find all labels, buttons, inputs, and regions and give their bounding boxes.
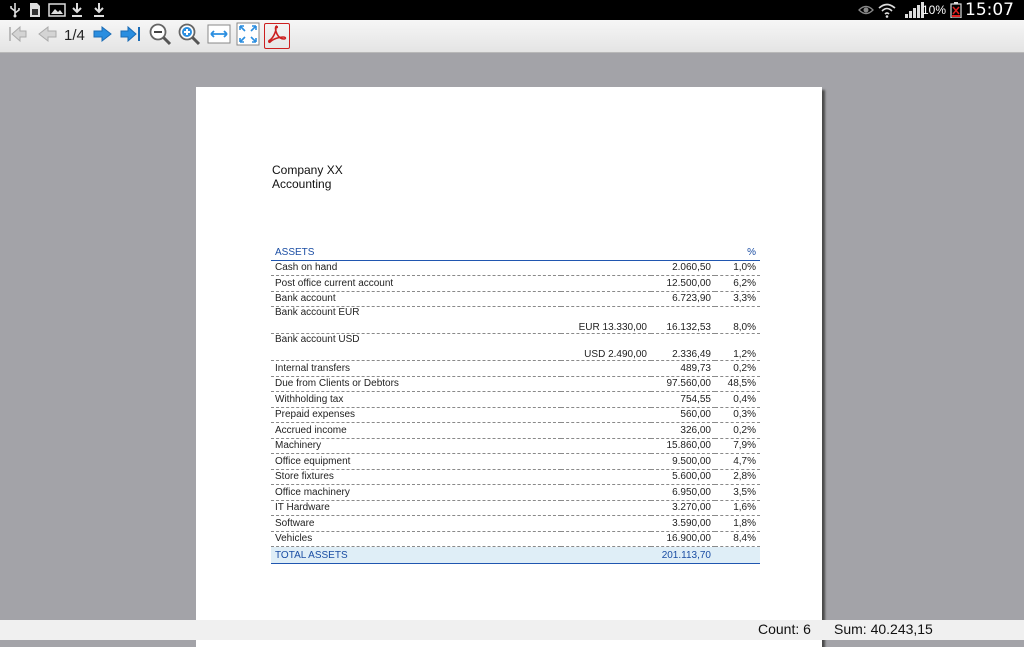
row-percent: 7,9% bbox=[715, 438, 760, 454]
row-currency-amount bbox=[561, 485, 651, 501]
table-row bbox=[271, 469, 760, 485]
export-pdf-button[interactable] bbox=[264, 23, 290, 49]
table-row bbox=[271, 531, 760, 547]
row-description: Office equipment bbox=[271, 454, 561, 470]
selection-sum: Sum: 40.243,15 bbox=[834, 621, 933, 637]
total-row bbox=[271, 547, 760, 564]
usb-icon bbox=[8, 2, 22, 18]
table-row bbox=[271, 334, 760, 361]
row-currency-amount bbox=[561, 376, 651, 392]
table-row bbox=[271, 485, 760, 501]
toolbar bbox=[0, 20, 1024, 53]
row-amount: 489,73 bbox=[651, 361, 715, 377]
table-row bbox=[271, 392, 760, 408]
row-percent: 0,2% bbox=[715, 423, 760, 439]
table-row bbox=[271, 291, 760, 307]
row-percent: 6,2% bbox=[715, 276, 760, 292]
row-percent: 1,0% bbox=[715, 260, 760, 276]
company-name: Company XX bbox=[272, 163, 343, 177]
row-description: Machinery bbox=[271, 438, 561, 454]
fit-page-button[interactable] bbox=[235, 23, 261, 49]
table-row bbox=[271, 361, 760, 377]
assets-table bbox=[271, 245, 760, 564]
last-page-icon bbox=[119, 24, 143, 49]
row-description: Accrued income bbox=[271, 423, 561, 439]
row-currency-amount bbox=[561, 438, 651, 454]
row-amount: 6.723,90 bbox=[651, 291, 715, 307]
row-amount: 5.600,00 bbox=[651, 469, 715, 485]
total-label: TOTAL ASSETS bbox=[271, 547, 561, 564]
pdf-icon bbox=[267, 24, 287, 49]
row-amount: 3.270,00 bbox=[651, 500, 715, 516]
sim-card-icon bbox=[28, 2, 42, 18]
total-percent bbox=[715, 547, 760, 564]
zoom-out-icon bbox=[148, 22, 172, 51]
row-currency-amount bbox=[561, 516, 651, 532]
table-row bbox=[271, 407, 760, 423]
status-bar bbox=[0, 0, 1024, 20]
row-description: Cash on hand bbox=[271, 260, 561, 276]
row-description: Software bbox=[271, 516, 561, 532]
row-amount: 326,00 bbox=[651, 423, 715, 439]
table-row bbox=[271, 423, 760, 439]
row-amount: 97.560,00 bbox=[651, 376, 715, 392]
selection-count: Count: 6 bbox=[758, 621, 811, 637]
wifi-icon bbox=[878, 2, 896, 18]
row-percent: 8,0% bbox=[715, 307, 760, 334]
fit-width-icon bbox=[207, 22, 231, 51]
table-row bbox=[271, 307, 760, 334]
document-heading bbox=[272, 163, 343, 191]
next-page-button[interactable] bbox=[90, 23, 116, 49]
row-percent: 8,4% bbox=[715, 531, 760, 547]
bottom-bar bbox=[0, 620, 1024, 640]
row-amount: 2.336,49 bbox=[651, 334, 715, 361]
row-description: Vehicles bbox=[271, 531, 561, 547]
row-amount: 3.590,00 bbox=[651, 516, 715, 532]
table-row bbox=[271, 260, 760, 276]
row-description: Internal transfers bbox=[271, 361, 561, 377]
last-page-button[interactable] bbox=[118, 23, 144, 49]
header-assets: ASSETS bbox=[271, 245, 561, 260]
download-icon bbox=[70, 2, 84, 18]
row-percent: 1,6% bbox=[715, 500, 760, 516]
row-percent: 0,4% bbox=[715, 392, 760, 408]
eye-icon bbox=[858, 2, 874, 18]
row-percent: 2,8% bbox=[715, 469, 760, 485]
document-page bbox=[196, 87, 822, 647]
first-page-icon bbox=[7, 24, 31, 49]
table-row bbox=[271, 500, 760, 516]
image-icon bbox=[48, 2, 66, 18]
clock: 15:07 bbox=[965, 0, 1014, 20]
battery-level: 10% bbox=[921, 3, 946, 17]
row-amount: 16.900,00 bbox=[651, 531, 715, 547]
row-currency-amount: EUR 13.330,00 bbox=[561, 307, 651, 334]
row-percent: 48,5% bbox=[715, 376, 760, 392]
table-row bbox=[271, 376, 760, 392]
table-row bbox=[271, 454, 760, 470]
row-currency-amount bbox=[561, 531, 651, 547]
row-amount: 12.500,00 bbox=[651, 276, 715, 292]
row-amount: 9.500,00 bbox=[651, 454, 715, 470]
battery-icon bbox=[950, 2, 962, 18]
row-currency-amount bbox=[561, 361, 651, 377]
row-description: Bank account USD bbox=[271, 334, 561, 361]
table-row bbox=[271, 516, 760, 532]
zoom-in-icon bbox=[177, 22, 201, 51]
row-currency-amount bbox=[561, 276, 651, 292]
row-description: Post office current account bbox=[271, 276, 561, 292]
row-description: Bank account EUR bbox=[271, 307, 561, 334]
row-amount: 16.132,53 bbox=[651, 307, 715, 334]
first-page-button[interactable] bbox=[6, 23, 32, 49]
row-description: Bank account bbox=[271, 291, 561, 307]
row-currency-amount bbox=[561, 454, 651, 470]
row-description: Prepaid expenses bbox=[271, 407, 561, 423]
table-header-row bbox=[271, 245, 760, 260]
page-indicator: 1/4 bbox=[64, 27, 85, 44]
row-amount: 6.950,00 bbox=[651, 485, 715, 501]
row-percent: 4,7% bbox=[715, 454, 760, 470]
row-currency-amount bbox=[561, 423, 651, 439]
row-percent: 0,2% bbox=[715, 361, 760, 377]
row-amount: 2.060,50 bbox=[651, 260, 715, 276]
row-percent: 1,2% bbox=[715, 334, 760, 361]
zoom-out-button[interactable] bbox=[147, 23, 173, 49]
row-amount: 754,55 bbox=[651, 392, 715, 408]
next-page-icon bbox=[91, 24, 115, 49]
row-description: Withholding tax bbox=[271, 392, 561, 408]
header-percent: % bbox=[715, 245, 760, 260]
row-percent: 3,5% bbox=[715, 485, 760, 501]
row-currency-amount bbox=[561, 407, 651, 423]
row-percent: 3,3% bbox=[715, 291, 760, 307]
zoom-in-button[interactable] bbox=[176, 23, 202, 49]
row-description: Office machinery bbox=[271, 485, 561, 501]
document-subtitle: Accounting bbox=[272, 177, 332, 191]
row-description: IT Hardware bbox=[271, 500, 561, 516]
fit-page-icon bbox=[236, 22, 260, 51]
row-currency-amount bbox=[561, 260, 651, 276]
row-amount: 560,00 bbox=[651, 407, 715, 423]
total-amount: 201.113,70 bbox=[651, 547, 715, 564]
download-icon bbox=[92, 2, 106, 18]
previous-page-icon bbox=[35, 24, 59, 49]
table-row bbox=[271, 276, 760, 292]
row-percent: 1,8% bbox=[715, 516, 760, 532]
row-currency-amount bbox=[561, 392, 651, 408]
row-amount: 15.860,00 bbox=[651, 438, 715, 454]
row-currency-amount bbox=[561, 291, 651, 307]
table-row bbox=[271, 438, 760, 454]
fit-width-button[interactable] bbox=[206, 23, 232, 49]
row-percent: 0,3% bbox=[715, 407, 760, 423]
previous-page-button[interactable] bbox=[34, 23, 60, 49]
row-currency-amount: USD 2.490,00 bbox=[561, 334, 651, 361]
row-currency-amount bbox=[561, 500, 651, 516]
row-description: Due from Clients or Debtors bbox=[271, 376, 561, 392]
row-currency-amount bbox=[561, 469, 651, 485]
total-spacer bbox=[561, 547, 651, 564]
row-description: Store fixtures bbox=[271, 469, 561, 485]
